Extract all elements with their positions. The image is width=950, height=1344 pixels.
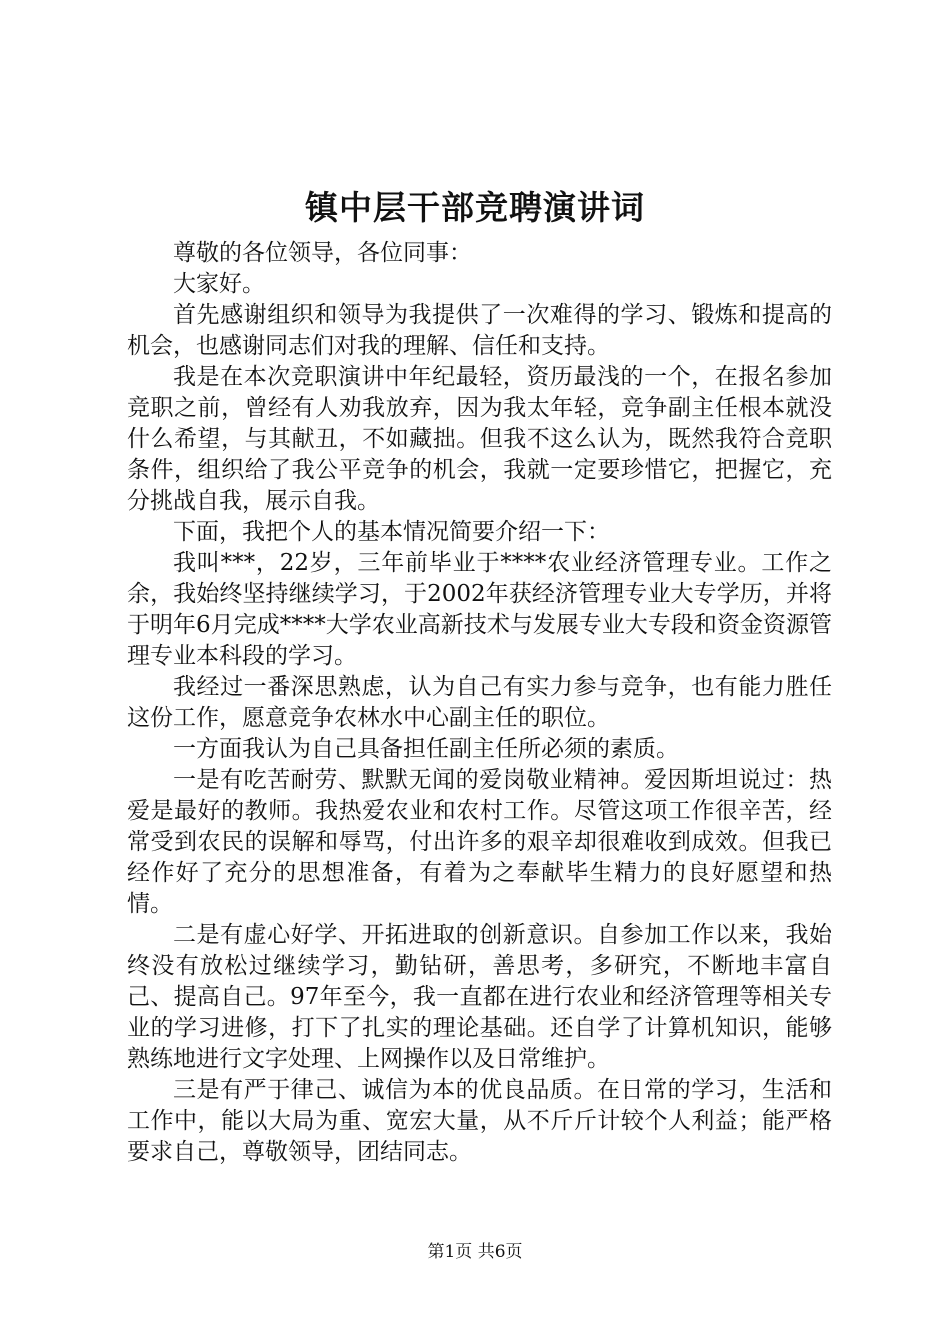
paragraph: 首先感谢组织和领导为我提供了一次难得的学习、锻炼和提高的机会，也感谢同志们对我的理解、信任和支持。 [127, 302, 832, 359]
paragraph: 三是有严于律己、诚信为本的优良品质。在日常的学习，生活和工作中，能以大局为重、宽宏大量，从不斤斤计较个人利益；能严格要求自己，尊敬领导，团结同志。 [127, 1077, 832, 1165]
paragraph: 我叫***，22岁，三年前毕业于****农业经济管理专业。工作之余，我始终坚持继续学习，于2002年获经济管理专业大专学历，并将于明年6月完成****大学农业高新技术与发展专业大专段和资金资源管理专业本科段的学习。 [127, 550, 832, 669]
paragraph: 我是在本次竞职演讲中年纪最轻，资历最浅的一个，在报名参加竞职之前，曾经有人劝我放弃，因为我太年轻，竞争副主任根本就没什么希望，与其献丑，不如藏拙。但我不这么认为，既然我符合竞职条件，组织给了我公平竞争的机会，我就一定要珍惜它，把握它，充分挑战自我，展示自我。 [127, 364, 832, 514]
page-number-footer: 第1页 共6页 [427, 1242, 523, 1262]
document-body [127, 238, 832, 1168]
paragraph-salutation: 尊敬的各位领导，各位同事： [173, 240, 472, 266]
document-title: 镇中层干部竞聘演讲词 [305, 188, 645, 227]
paragraph: 下面，我把个人的基本情况简要介绍一下： [173, 519, 610, 545]
paragraph-greeting: 大家好。 [173, 271, 265, 297]
paragraph: 二是有虚心好学、开拓进取的创新意识。自参加工作以来，我始终没有放松过继续学习，勤钻研，善思考，多研究，不断地丰富自己、提高自己。97年至今，我一直都在进行农业和经济管理等相关专业的学习进修，打下了扎实的理论基础。还自学了计算机知识，能够熟练地进行文字处理、上网操作以及日常维护。 [127, 922, 832, 1072]
paragraph: 一是有吃苦耐劳、默默无闻的爱岗敬业精神。爱因斯坦说过：热爱是最好的教师。我热爱农业和农村工作。尽管这项工作很辛苦，经常受到农民的误解和辱骂，付出许多的艰辛却很难收到成效。但我已经作好了充分的思想准备，有着为之奉献毕生精力的良好愿望和热情。 [127, 767, 832, 917]
paragraph: 我经过一番深思熟虑，认为自己有实力参与竞争，也有能力胜任这份工作，愿意竞争农林水中心副主任的职位。 [127, 674, 832, 731]
paragraph: 一方面我认为自己具备担任副主任所必须的素质。 [173, 736, 679, 762]
